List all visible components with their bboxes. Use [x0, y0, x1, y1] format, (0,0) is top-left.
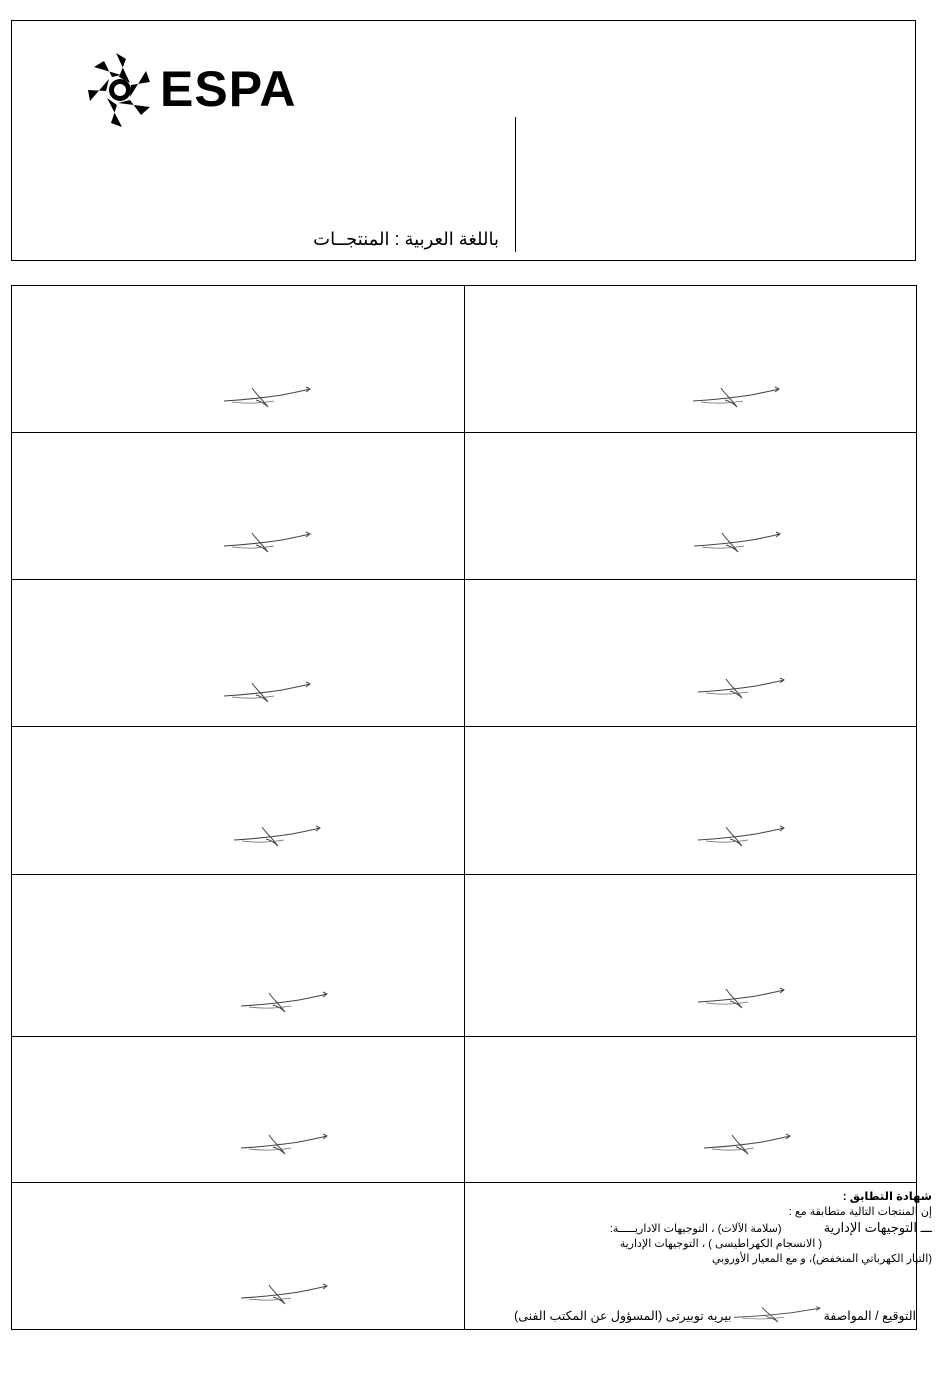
directives-line [492, 1220, 932, 1237]
signature-icon [691, 385, 783, 411]
signature-icon [239, 1132, 331, 1158]
machine-safety: (سلامة الآلات) ، [711, 1223, 782, 1235]
grid-row-divider [12, 432, 916, 433]
signature-icon [692, 530, 784, 556]
grid-row-divider [12, 1182, 916, 1183]
signature-icon [232, 824, 324, 850]
espa-logo [86, 49, 296, 129]
line-directives: ـــ التوجيهات الإدارية [823, 1220, 932, 1235]
language-heading: باللغة العربية : المنتجــات [313, 229, 499, 249]
signature-icon [239, 1282, 331, 1308]
certificate-of-conformity [492, 1190, 932, 1267]
header-box [11, 20, 916, 261]
signature-icon [239, 990, 331, 1016]
signatory-name: بيريه توبيرتى (المسؤول عن المكتب الفنى) [514, 1308, 732, 1323]
signature-icon [696, 676, 788, 702]
signature-icon [222, 530, 314, 556]
signature-icon [702, 1132, 794, 1158]
low-voltage-line: (التيار الكهرباتي المنخفض)، و مع المعيار الأوروبي [711, 1253, 932, 1265]
signature-icon [696, 986, 788, 1012]
signature-icon [222, 385, 314, 411]
header-divider [515, 117, 516, 252]
grid-row-divider [12, 874, 916, 875]
brand-name: ESPA [160, 61, 297, 117]
signature-icon [222, 680, 314, 706]
grid-row-divider [12, 579, 916, 580]
grid-row-divider [12, 1036, 916, 1037]
certificate-title: شهادة التطابق : [842, 1191, 932, 1203]
grid-row-divider [12, 726, 916, 727]
signature-icon [732, 1305, 824, 1325]
signature-grid [11, 285, 917, 1330]
admin-directives: التوجيهات الاداريـــــة: [609, 1223, 708, 1235]
signature-icon [696, 824, 788, 850]
certificate-intro: إن المنتجات التالية متطابقة مع : [788, 1206, 932, 1218]
emc-line: ( الانسجام الكهراطيسى ) ، التوجيهات الإدارية [619, 1238, 822, 1250]
espa-propeller-icon [86, 49, 156, 129]
signature-row [514, 1305, 916, 1325]
grid-column-divider [464, 286, 465, 1329]
signature-label: التوقيع / المواصفة [823, 1308, 916, 1323]
